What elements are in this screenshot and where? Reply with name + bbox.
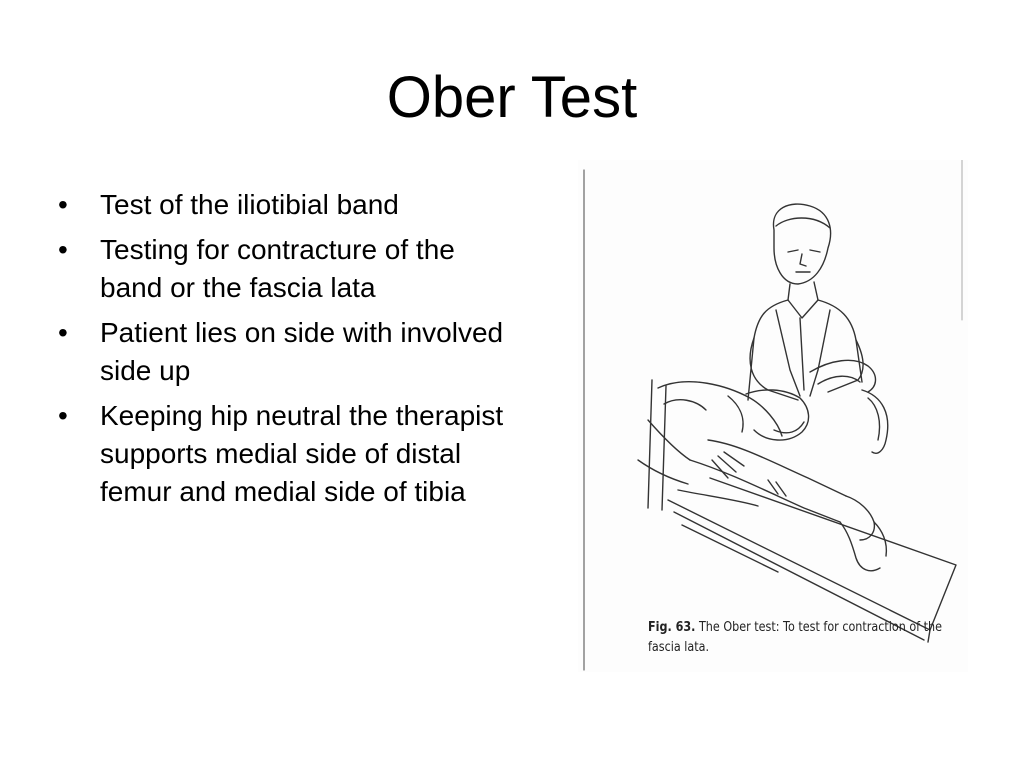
- ober-test-illustration: [578, 160, 968, 672]
- caption-text: The Ober test: To test for contraction of the fascia lata.: [648, 620, 943, 655]
- bullet-item: [58, 314, 518, 390]
- bullet-item: [58, 397, 518, 511]
- bullet-item: [58, 231, 518, 307]
- figure-panel: [578, 160, 968, 672]
- bullet-text: Patient lies on side with involved side up: [100, 317, 504, 386]
- bullet-item: [58, 186, 518, 224]
- bullet-marker: •: [58, 317, 68, 348]
- bullet-list: [58, 186, 518, 518]
- slide-title: Ober Test: [386, 65, 638, 130]
- bullet-text: Testing for contracture of the band or the fascia lata: [100, 234, 455, 303]
- bullet-text: Test of the iliotibial band: [100, 189, 399, 220]
- caption-prefix: Fig. 63.: [648, 620, 696, 635]
- bullet-marker: •: [58, 189, 68, 220]
- figure-caption: [648, 618, 958, 658]
- bullet-marker: •: [58, 234, 68, 265]
- bullet-text: Keeping hip neutral the therapist supports medial side of distal femur and medial side of tibia: [100, 400, 504, 507]
- bullet-marker: •: [58, 400, 68, 431]
